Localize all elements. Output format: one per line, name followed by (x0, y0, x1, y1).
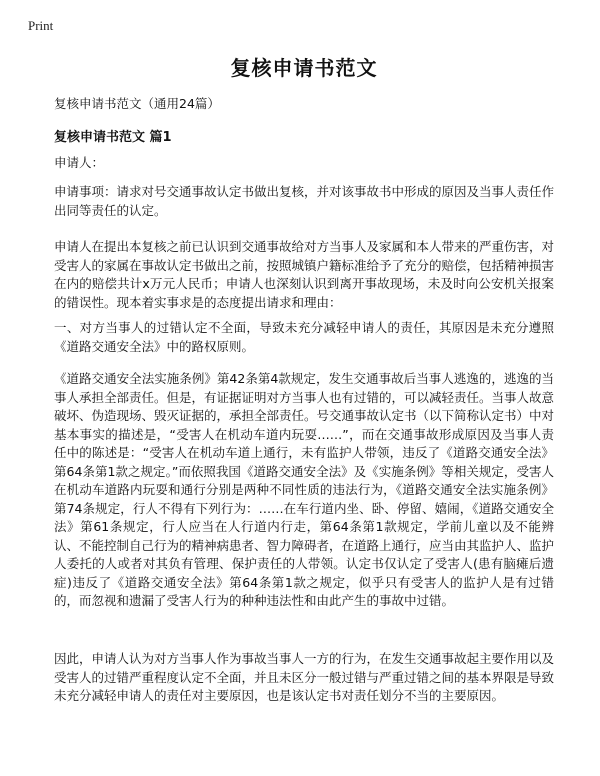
document-subtitle: 复核申请书范文（通用24篇） (54, 96, 220, 111)
paragraph-request: 申请事项：请求对号交通事故认定书做出复核，并对该事故书中形成的原因及当事人责任作出同等责任的认定。 (54, 184, 555, 218)
paragraph-conclusion: 因此，申请人认为对方当事人作为事故当事人一方的行为，在发生交通事故起主要作用以及受害人的过错严重程度认定不全面，并且未区分一般过错与严重过错之间的基本界限是导致未充分减轻申请人的责任对主要原因，也是该认定书对责任划分不当的主要原因。 (54, 651, 555, 703)
paragraph-legal-analysis: 《道路交通安全法实施条例》第42条第4款规定，发生交通事故后当事人逃逸的，逃逸的当事人承担全部责任。但是，有证据证明对方当事人也有过错的，可以减轻责任。当事人故意破坏、伪造现场、毁灭证据的，承担全部责任。号交通事故认定书（以下简称认定书）中对基本事实的描述是，“受害人在机动车道内玩耍……”，而在交通事故形成原因及当事人责任中的陈述是：“受害人在机动车道上通行，未有监护人带领，违反了《道路交通安全法》第64条第1款之规定。”而依照我国《道路交通安全法》及《实施条例》等相关规定，受害人在机动车道路内玩耍和通行分别是两种不同性质的违法行为，《道路交通安全法实施条例》第74条规定，行人不得有下列行为：……在车行道内坐、卧、停留、嬉闹，《道路交通安全法》第61条规定，行人应当在人行道内行走，第64条第1款规定，学前儿童以及不能辨认、不能控制自己行为的精神病患者、智力障碍者，在道路上通行，应当由其监护人、监护人委托的人或者对其负有管理、保护责任的人带领。认定书仅认定了受害人(患有脑瘫后遗症)违反了《道路交通安全法》第64条第1款之规定，似乎只有受害人的监护人是有过错的，而忽视和遗漏了受害人行为的种种违法性和由此产生的事故中过错。 (54, 371, 555, 608)
print-link[interactable]: Print (28, 18, 54, 33)
page-title: 复核申请书范文 (230, 56, 378, 80)
paragraph-applicant: 申请人： (54, 155, 105, 170)
section-heading: 复核申请书范文 篇1 (54, 130, 172, 145)
paragraph-background: 申请人在提出本复核之前已认识到交通事故给对方当事人及家属和本人带来的严重伤害，对受害人的家属在事故认定书做出之前，按照城镇户籍标准给予了充分的赔偿，包括精神损害在内的赔偿共计x万元人民币；申请人也深刻认识到离开事故现场，未及时向公安机关报案的错误性。现本着实事求是的态度提出请求和理由： (54, 239, 555, 310)
paragraph-point-one: 一、对方当事人的过错认定不全面，导致未充分减轻申请人的责任，其原因是未充分遵照《道路交通安全法》中的路权原则。 (54, 320, 554, 354)
